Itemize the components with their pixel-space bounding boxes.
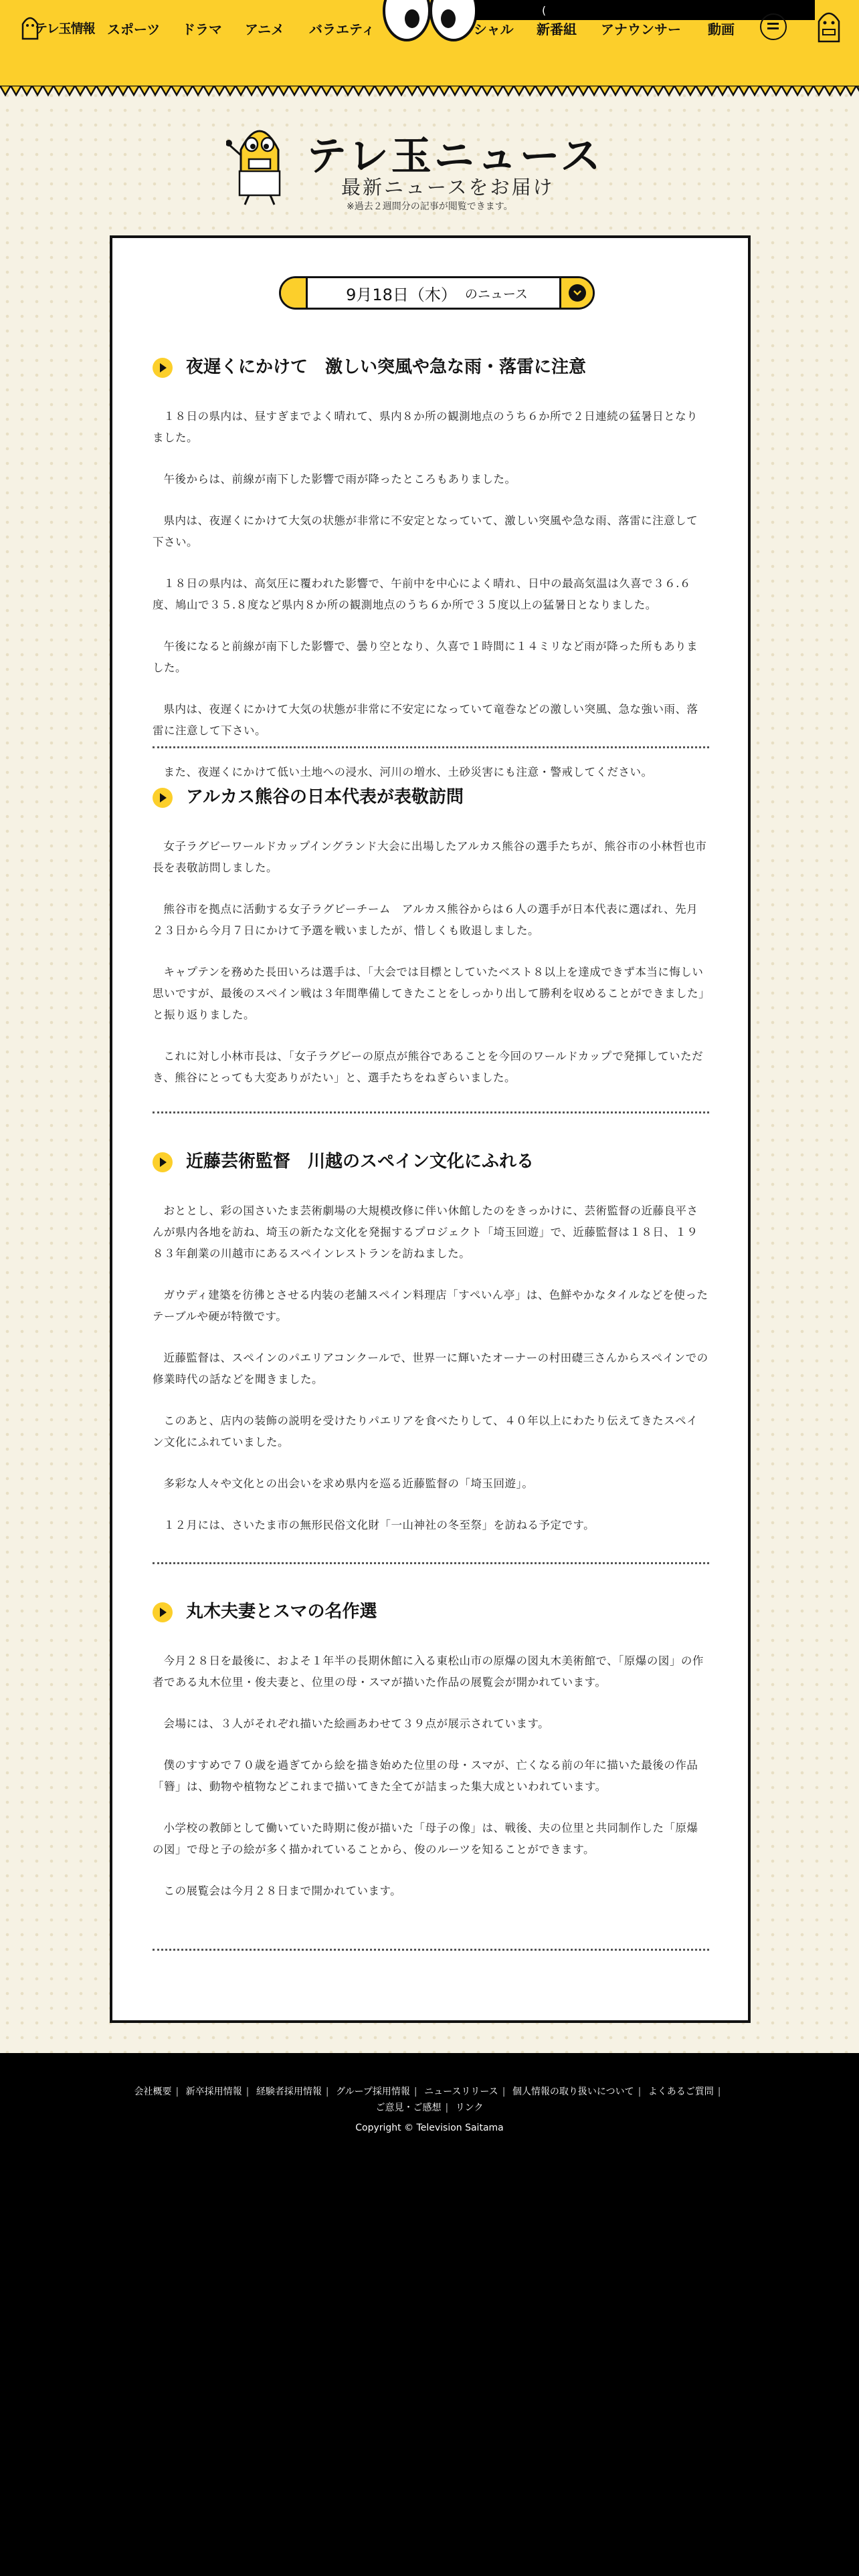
article-paragraph: 小学校の教師として働いていた時期に俊が描いた「母子の像」は、戦後、夫の位里と共同制作した「原爆の図」で母と子の絵が多く描かれていることから、俊のルーツを知ることができます。	[153, 1822, 698, 1856]
site-header	[0, 0, 859, 86]
article-divider	[153, 1562, 709, 1564]
copyright: Copyright © Television Saitama	[355, 2123, 504, 2133]
page-subtitle: 最新ニュースをお届け	[341, 176, 555, 199]
news-article	[153, 355, 709, 783]
selected-date: 9月18日（木）	[346, 285, 457, 304]
article-paragraph: この展覧会は今月２８日まで開かれています。	[163, 1885, 402, 1897]
article-title[interactable]: 丸木夫妻とスマの名作選	[153, 1600, 709, 1624]
article-paragraph: これに対し小林市長は、「女子ラグビーの原点が熊谷であることを今回のワールドカップで発揮していただき、熊谷にとっても大変ありがたい」と、選手たちをねぎらいました。	[153, 1050, 704, 1084]
footer-separator: |	[413, 2086, 417, 2097]
footer-separator: |	[445, 2103, 449, 2113]
footer-link-group[interactable]: グループ採用情報	[336, 2086, 410, 2097]
mascot-menu-icon[interactable]	[814, 7, 844, 44]
article-title[interactable]: 近藤芸術監督 川越のスペイン文化にふれる	[153, 1150, 709, 1174]
date-suffix: のニュース	[464, 286, 528, 302]
footer-link-faq[interactable]: よくあるご質問	[648, 2086, 714, 2097]
footer-separator: |	[717, 2086, 721, 2097]
article-paragraph: ガウディ建築を彷彿とさせる内装の老舗スペイン料理店「すぺいん亭」は、色鮮やかなタイルなどを使ったテーブルや硬が特徴です。	[153, 1289, 708, 1323]
play-bullet-icon	[153, 358, 173, 378]
article-paragraph: おととし、彩の国さいたま芸術劇場の大規模改修に伴い休館したのをきっかけに、芸術監督の近藤良平さんが県内各地を訪ね、埼玉の新たな文化を発掘するプロジェクト「埼玉回遊」で、近藤監督は１８日、１９８３年創業の川越市にあるスペインレストランを訪ねました。	[153, 1204, 698, 1260]
article-paragraph: 県内は、夜遅くにかけて大気の状態が非常に不安定になっていて竜巻などの激しい突風、急な強い雨、落雷に注意して下さい。	[153, 703, 698, 737]
news-panel	[110, 235, 751, 2023]
article-paragraph: 会場には、３人がそれぞれ描いた絵画あわせて３９点が展示されています。	[163, 1717, 550, 1730]
article-paragraph: キャプテンを務めた長田いろは選手は、「大会では目標としていたベスト８以上を達成できず本当に悔しい思いですが、最後のスペイン戦は３年間準備してきたことをしっかり出して勝利を収めることができました」と振り返りました。	[153, 966, 704, 1021]
article-paragraph: １８日の県内は、昼すぎまでよく晴れて、県内８か所の観測地点のうち６か所で２日連続の猛暑日となりました。	[153, 410, 698, 444]
play-bullet-icon	[153, 1152, 173, 1172]
footer-link-links[interactable]: リンク	[455, 2103, 484, 2113]
article-paragraph: 今月２８日を最後に、およそ１年半の長期休館に入る東松山市の原爆の図丸木美術館で、「原爆の図」の作者である丸木位里・俊夫妻と、位里の母・スマが描いた作品の展覧会が開かれています。	[153, 1654, 704, 1689]
article-divider	[153, 746, 709, 748]
footer-separator: |	[175, 2086, 179, 2097]
nav-video[interactable]: 動画	[708, 21, 735, 37]
nav-new-programs[interactable]: 新番組	[537, 21, 577, 37]
eyes-decoration-icon	[380, 0, 480, 47]
page-title: テレ玉ニュース	[306, 133, 603, 180]
menu-circle-icon[interactable]	[760, 13, 787, 40]
article-title[interactable]: 夜遅くにかけて 激しい突風や急な雨・落雷に注意	[153, 355, 709, 379]
nav-announcer[interactable]: アナウンサー	[601, 21, 681, 37]
nav-drama[interactable]: ドラマ	[182, 21, 222, 37]
header-zigzag-edge	[0, 86, 859, 100]
site-logo-text[interactable]: テレ玉情報	[35, 21, 95, 36]
footer-separator: |	[502, 2086, 506, 2097]
date-selector[interactable]	[279, 276, 595, 310]
article-divider	[153, 1949, 709, 1951]
nav-sports[interactable]: スポーツ	[107, 21, 161, 37]
overlay-text: (	[542, 4, 547, 17]
article-paragraph: １２月には、さいたま市の無形民俗文化財「一山神社の冬至祭」を訪ねる予定です。	[163, 1519, 595, 1531]
article-title[interactable]: アルカス熊谷の日本代表が表敬訪問	[153, 785, 709, 809]
date-selector-left-cap	[281, 278, 308, 308]
footer-link-news-release[interactable]: ニュースリリース	[424, 2086, 498, 2097]
nav-variety[interactable]: バラエティ	[309, 21, 375, 37]
page-note: ※過去２週間分の記事が閲覧できます。	[347, 201, 513, 212]
footer-link-new-grad[interactable]: 新卒採用情報	[185, 2086, 242, 2097]
nav-special[interactable]: シャル	[474, 21, 514, 37]
article-paragraph: また、夜遅くにかけて低い土地への浸水、河川の増水、土砂災害にも注意・警戒してください。	[163, 766, 653, 778]
footer-links	[127, 2084, 732, 2116]
footer-link-privacy[interactable]: 個人情報の取り扱いについて	[512, 2086, 634, 2097]
article-paragraph: １８日の県内は、高気圧に覆われた影響で、午前中を中心によく晴れ、日中の最高気温は久喜で３６.６度、鳩山で３５.８度など県内８か所の観測地点のうち６か所で３５度以上の猛暑日となりました。	[153, 577, 691, 611]
mascot-icon	[226, 115, 293, 207]
play-bullet-icon	[153, 788, 173, 808]
date-dropdown-button[interactable]	[559, 278, 593, 308]
chevron-down-icon	[569, 284, 586, 302]
play-bullet-icon	[153, 1602, 173, 1622]
nav-anime[interactable]: アニメ	[245, 21, 284, 37]
news-article	[153, 1600, 709, 1902]
article-paragraph: 県内は、夜遅くにかけて大気の状態が非常に不安定となっていて、激しい突風や急な雨、落雷に注意して下さい。	[153, 514, 698, 548]
news-article	[153, 1150, 709, 1536]
site-footer	[0, 2053, 859, 2576]
footer-separator: |	[325, 2086, 329, 2097]
article-paragraph: 近藤監督は、スペインのパエリアコンクールで、世界一に輝いたオーナーの村田礎三さんからスペインでの修業時代の話などを聞きました。	[153, 1352, 708, 1386]
footer-separator: |	[638, 2086, 642, 2097]
article-divider	[153, 1111, 709, 1113]
news-article	[153, 785, 709, 1089]
article-paragraph: 午後になると前線が南下した影響で、曇り空となり、久喜で１時間に１４ミリなど雨が降った所もありました。	[153, 640, 698, 674]
article-paragraph: 僕のすすめで７０歳を過ぎてから絵を描き始めた位里の母・スマが、亡くなる前の年に描いた最後の作品「簪」は、動物や植物などこれまで描いてきた全てが詰まった集大成といわれています。	[153, 1759, 698, 1793]
footer-link-experienced[interactable]: 経験者採用情報	[256, 2086, 322, 2097]
footer-link-company[interactable]: 会社概要	[134, 2086, 172, 2097]
article-paragraph: このあと、店内の装飾の説明を受けたりパエリアを食べたりして、４０年以上にわたり伝えてきたスペイン文化にふれていました。	[153, 1414, 698, 1448]
footer-separator: |	[246, 2086, 250, 2097]
article-paragraph: 女子ラグビーワールドカップイングランド大会に出場したアルカス熊谷の選手たちが、熊谷市の小林哲也市長を表敬訪問しました。	[153, 840, 707, 874]
article-paragraph: 多彩な人々や文化との出会いを求め県内を巡る近藤監督の「埼玉回遊」。	[163, 1477, 534, 1490]
article-paragraph: 熊谷市を拠点に活動する女子ラグビーチーム アルカス熊谷からは６人の選手が日本代表に選ばれ、先月２３日から今月７日にかけて予選を戦いましたが、惜しくも敗退しました。	[153, 903, 698, 937]
article-paragraph: 午後からは、前線が南下した影響で雨が降ったところもありました。	[163, 473, 516, 486]
footer-link-feedback[interactable]: ご意見・ご感想	[375, 2103, 442, 2113]
